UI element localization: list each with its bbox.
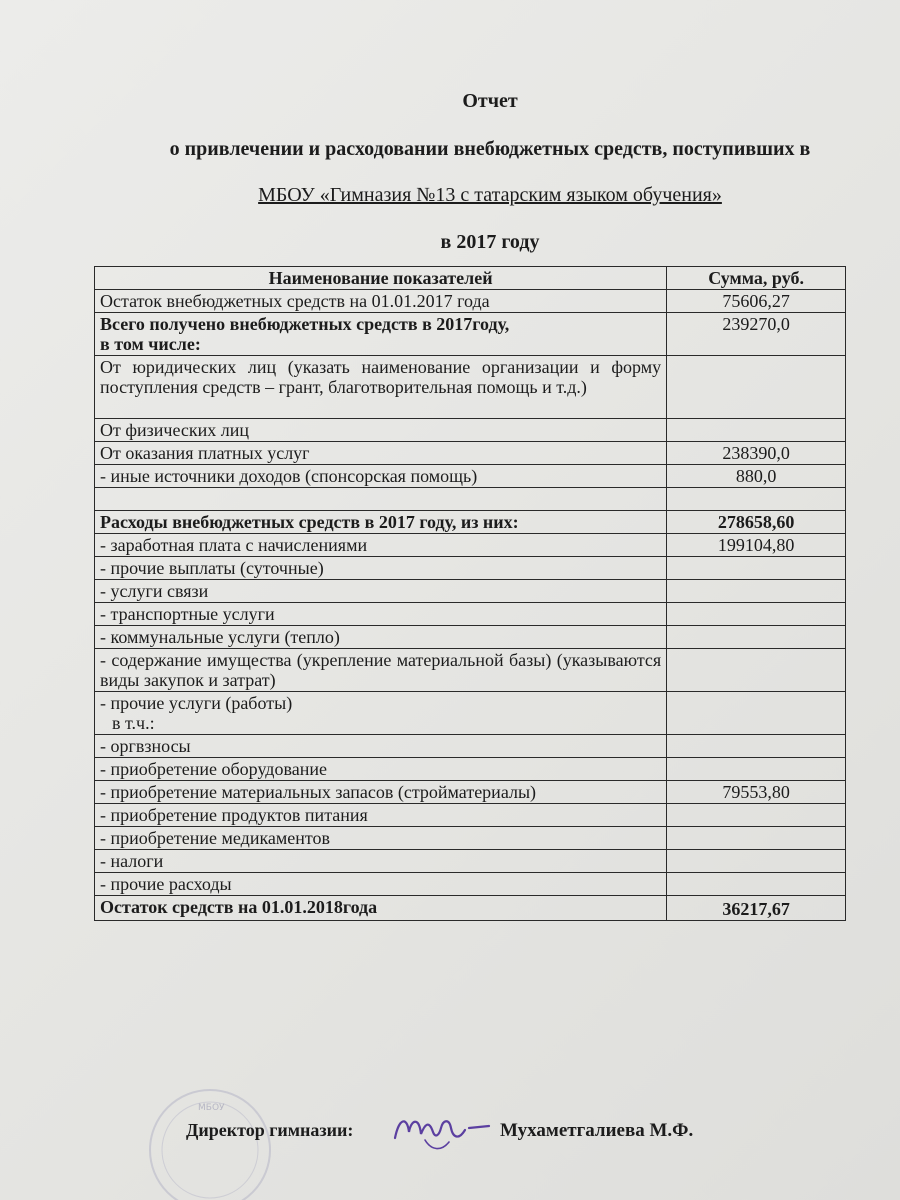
column-header-name: Наименование показателей xyxy=(95,267,667,290)
table-row xyxy=(95,419,846,442)
report-year: в 2017 году xyxy=(440,231,540,253)
table-row xyxy=(95,649,846,692)
column-header-sum: Сумма, руб. xyxy=(667,267,846,290)
row-sum xyxy=(667,580,846,603)
row-name xyxy=(95,488,667,511)
row-name: Остаток средств на 01.01.2018года xyxy=(95,896,667,921)
row-sum xyxy=(667,758,846,781)
row-sum xyxy=(667,488,846,511)
row-sum: 880,0 xyxy=(667,465,846,488)
table-row xyxy=(95,557,846,580)
table-row xyxy=(95,804,846,827)
row-sum xyxy=(667,557,846,580)
table-row xyxy=(95,603,846,626)
row-name: От оказания платных услуг xyxy=(95,442,667,465)
table-row xyxy=(95,758,846,781)
row-name: - оргвзносы xyxy=(95,735,667,758)
row-name: - приобретение продуктов питания xyxy=(95,804,667,827)
row-name: От физических лиц xyxy=(95,419,667,442)
row-sum xyxy=(667,850,846,873)
row-name: - услуги связи xyxy=(95,580,667,603)
table-row xyxy=(95,827,846,850)
signature-label: Директор гимназии: xyxy=(186,1120,354,1140)
row-sum xyxy=(667,827,846,850)
row-name: - приобретение оборудование xyxy=(95,758,667,781)
row-sum xyxy=(667,626,846,649)
table-row xyxy=(95,442,846,465)
table-row xyxy=(95,735,846,758)
table-row xyxy=(95,626,846,649)
row-name: - коммунальные услуги (тепло) xyxy=(95,626,667,649)
row-name: Расходы внебюджетных средств в 2017 году, из них: xyxy=(95,511,667,534)
row-sum xyxy=(667,804,846,827)
row-sum: 238390,0 xyxy=(667,442,846,465)
table-row xyxy=(95,534,846,557)
row-name: - содержание имущества (укрепление материальной базы) (указываются виды закупок и затрат) xyxy=(95,649,667,692)
row-name: - иные источники доходов (спонсорская помощь) xyxy=(95,465,667,488)
row-name-line2: в т.ч.: xyxy=(112,713,155,733)
row-name: От юридических лиц (указать наименование организации и форму поступления средств – грант, благотворительная помощь и т.д.) xyxy=(95,356,667,419)
row-sum xyxy=(667,419,846,442)
table-row xyxy=(95,465,846,488)
row-sum xyxy=(667,356,846,419)
row-name: - приобретение медикаментов xyxy=(95,827,667,850)
row-name: - налоги xyxy=(95,850,667,873)
row-name-line2: в том числе: xyxy=(100,334,201,354)
row-name: - прочие выплаты (суточные) xyxy=(95,557,667,580)
report-table xyxy=(94,266,846,921)
table-row xyxy=(95,896,846,921)
row-name: Остаток внебюджетных средств на 01.01.2017 года xyxy=(95,290,667,313)
table-row xyxy=(95,313,846,356)
institution-name: МБОУ «Гимназия №13 с татарским языком обучения» xyxy=(258,184,722,206)
row-name: - заработная плата с начислениями xyxy=(95,534,667,557)
row-sum xyxy=(667,873,846,896)
row-name xyxy=(95,313,667,356)
row-name: - приобретение материальных запасов (стройматериалы) xyxy=(95,781,667,804)
row-name xyxy=(95,692,667,735)
row-sum: 36217,67 xyxy=(667,896,846,921)
row-sum: 75606,27 xyxy=(667,290,846,313)
row-sum xyxy=(667,603,846,626)
row-sum xyxy=(667,649,846,692)
table-row xyxy=(95,850,846,873)
table-header-row xyxy=(95,267,846,290)
table-row xyxy=(95,873,846,896)
table-row xyxy=(95,356,846,419)
svg-text:МБОУ: МБОУ xyxy=(198,1103,225,1113)
row-name: - транспортные услуги xyxy=(95,603,667,626)
row-sum: 239270,0 xyxy=(667,313,846,356)
table-row xyxy=(95,580,846,603)
row-sum xyxy=(667,735,846,758)
row-name-line1: - прочие услуги (работы) xyxy=(100,693,293,713)
row-sum: 79553,80 xyxy=(667,781,846,804)
row-sum: 278658,60 xyxy=(667,511,846,534)
row-name-line1: Всего получено внебюджетных средств в 2017году, xyxy=(100,314,510,334)
table-row xyxy=(95,488,846,511)
table-row xyxy=(95,692,846,735)
table-row xyxy=(95,290,846,313)
report-title: Отчет xyxy=(462,90,518,112)
director-name: Мухаметгалиева М.Ф. xyxy=(500,1120,694,1141)
row-sum xyxy=(667,692,846,735)
table-row xyxy=(95,781,846,804)
table-row xyxy=(95,511,846,534)
report-subtitle: о привлечении и расходовании внебюджетных средств, поступивших в xyxy=(169,138,811,160)
row-sum: 199104,80 xyxy=(667,534,846,557)
row-name: - прочие расходы xyxy=(95,873,667,896)
handwritten-signature-icon xyxy=(385,1098,495,1158)
